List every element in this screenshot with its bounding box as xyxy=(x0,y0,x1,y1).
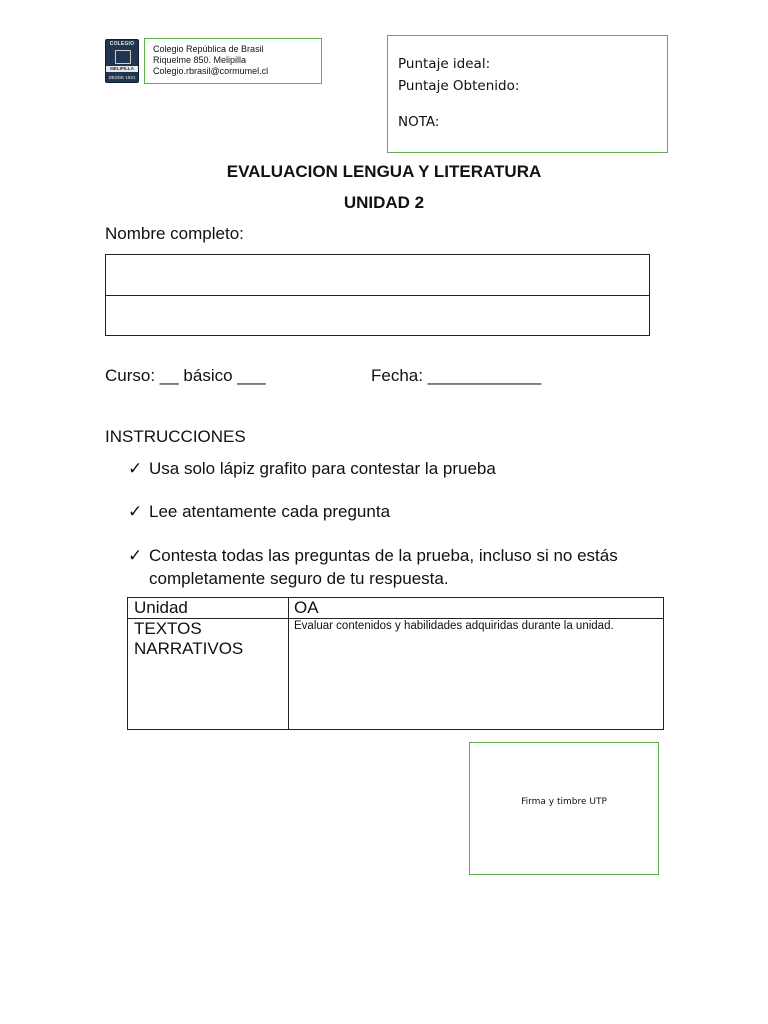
signature-box xyxy=(469,742,659,875)
instruction-text: Lee atentamente cada pregunta xyxy=(149,502,391,521)
name-label: Nombre completo: xyxy=(105,224,244,243)
instruction-item xyxy=(128,544,658,590)
table-header-oa: OA xyxy=(294,598,319,617)
logo-city-text: MELIPILLA xyxy=(106,66,138,72)
name-field[interactable] xyxy=(105,254,650,336)
table-cell-unidad: TEXTOS NARRATIVOS xyxy=(134,619,244,658)
page-title: EVALUACION LENGUA Y LITERATURA xyxy=(226,162,542,181)
table-cell-oa: Evaluar contenidos y habilidades adquiridas durante la unidad. xyxy=(294,620,614,632)
shield-icon xyxy=(115,50,131,64)
unit-title: UNIDAD 2 xyxy=(343,193,425,212)
check-icon: ✓ xyxy=(128,502,143,521)
check-icon: ✓ xyxy=(128,459,143,478)
instruction-item xyxy=(128,500,658,523)
school-email: Colegio.rbrasil@cormumel.cl xyxy=(153,66,269,76)
score-box xyxy=(387,35,668,153)
instruction-text: Contesta todas las preguntas de la prueba, incluso si no estás completamente seguro de tu respuesta. xyxy=(149,546,618,588)
check-icon: ✓ xyxy=(128,546,143,565)
school-logo xyxy=(105,39,139,83)
name-field-divider xyxy=(106,295,649,296)
signature-label: Firma y timbre UTP xyxy=(521,797,607,807)
table-header-unidad: Unidad xyxy=(134,598,188,617)
date-line: Fecha: ____________ xyxy=(371,366,542,385)
instruction-text: Usa solo lápiz grafito para contestar la prueba xyxy=(149,459,496,478)
score-ideal-label: Puntaje ideal: xyxy=(398,56,491,72)
instructions-heading: INSTRUCCIONES xyxy=(105,427,246,446)
logo-year-text: DESDE 1921 xyxy=(108,75,136,80)
school-info-box xyxy=(144,38,322,84)
logo-top-text: COLEGIO xyxy=(109,41,135,47)
grade-label: NOTA: xyxy=(398,114,440,130)
score-obtained-label: Puntaje Obtenido: xyxy=(398,78,520,94)
course-line: Curso: __ básico ___ xyxy=(105,366,266,385)
school-address: Riquelme 850. Melipilla xyxy=(153,55,247,65)
unit-table xyxy=(127,597,664,730)
school-name: Colegio República de Brasil xyxy=(153,44,264,54)
instruction-item xyxy=(128,457,658,480)
